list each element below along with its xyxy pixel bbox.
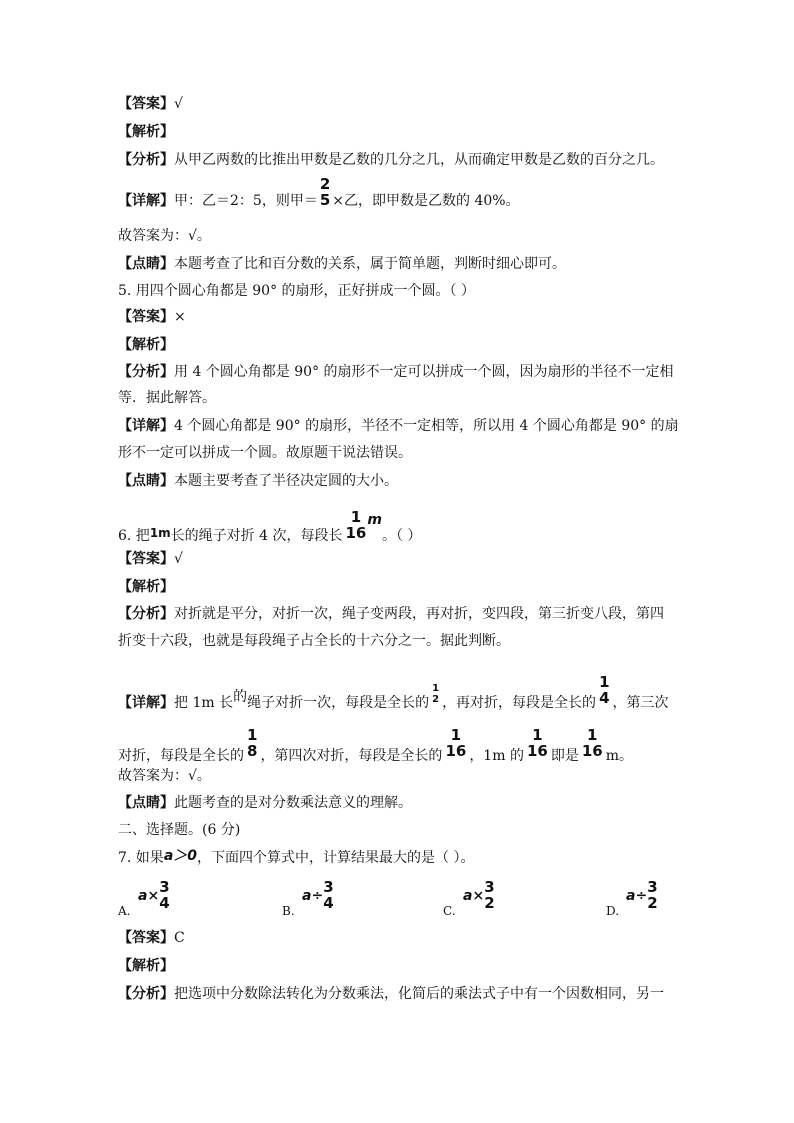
fraction <box>320 177 330 209</box>
operator: ÷ <box>635 887 648 904</box>
fraction-numerator: 3 <box>484 878 495 896</box>
q7-fenxi-line <box>118 984 664 1004</box>
fraction-numerator: 1 <box>532 726 543 744</box>
fraction <box>527 728 548 760</box>
fraction-numerator: 3 <box>647 878 658 896</box>
fraction <box>647 880 657 912</box>
detail-tag: 【详解】 <box>118 418 174 434</box>
fraction-denominator: 2 <box>647 893 658 912</box>
option-letter: B. <box>282 904 295 918</box>
fraction-denominator: 5 <box>319 190 331 209</box>
q6-stem <box>118 508 422 552</box>
stem-text: 6. 把 <box>118 527 150 544</box>
q5-analysis-tag <box>118 335 174 355</box>
q6-analysis-tag <box>118 577 174 597</box>
answer-tag: 【答案】 <box>118 551 174 567</box>
fenxi-text: 对折就是平分，对折一次，绳子变两段，再对折，变四段，第三折变八段，第四 <box>174 606 664 622</box>
q4-detail-line <box>118 175 520 217</box>
fraction-numerator: 1 <box>432 683 440 695</box>
detail-text: 绳子对折一次，每段是全长的 <box>247 694 430 711</box>
variable: a <box>302 887 312 904</box>
variable: a <box>626 887 636 904</box>
fenxi-tag: 【分析】 <box>118 152 174 168</box>
fraction-numerator: 3 <box>323 878 334 896</box>
fraction-numerator: 1 <box>450 726 462 744</box>
detail-tag: 【详解】 <box>118 192 174 209</box>
operator: × <box>147 887 160 904</box>
fraction-numerator: 1 <box>599 673 610 691</box>
q4-conclusion: 故答案为：√。 <box>118 228 211 244</box>
fraction-numerator: 2 <box>319 175 331 193</box>
option-expression <box>302 880 334 912</box>
stem-text: ，下面四个算式中，计算结果最大的是（ ）。 <box>197 850 475 866</box>
answer-tag: 【答案】 <box>118 930 174 946</box>
q5-fenxi-line-2: 等．据此解答。 <box>118 390 216 406</box>
q6-answer-line <box>118 549 183 569</box>
stem-text: 长的绳子对折 4 次，每段长 <box>170 527 343 544</box>
fraction-numerator: 1 <box>247 726 258 744</box>
analysis-tag: 【解析】 <box>118 958 174 974</box>
detail-text: 4 个圆心角都是 90° 的扇形，半径不一定相等，所以用 4 个圆心角都是 90° 的扇 <box>174 418 679 434</box>
dianjing-tag: 【点睛】 <box>118 256 174 272</box>
q6-fenxi-line-2: 折变十六段，也就是每段绳子占全长的十六分之一。据此判断。 <box>118 633 510 649</box>
detail-text: 把 1m 长 <box>174 694 234 711</box>
detail-text: 的 <box>233 688 248 705</box>
detail-text: ，第三次 <box>612 694 669 711</box>
detail-text: m。 <box>605 747 633 764</box>
detail-text: ，再对折，每段是全长的 <box>442 694 597 711</box>
q6-fenxi-line <box>118 604 664 624</box>
fenxi-text: 用 4 个圆心角都是 90° 的扇形不一定可以拼成一个圆，因为扇形的半径不一定相 <box>174 364 674 380</box>
detail-text: 即是 <box>550 747 579 764</box>
q4-fenxi-line <box>118 150 664 170</box>
analysis-tag: 【解析】 <box>118 579 174 595</box>
fenxi-text: 从甲乙两数的比推出甲数是乙数的几分之几，从而确定甲数是乙数的百分之几。 <box>174 152 664 168</box>
q7-answer-line <box>118 928 185 948</box>
fraction-denominator: 16 <box>445 741 467 760</box>
variable: a <box>463 887 473 904</box>
fraction-denominator: 2 <box>432 693 440 705</box>
fraction-numerator: 1 <box>587 726 598 744</box>
dianjing-text: 本题考查了比和百分数的关系，属于简单题，判断时细心即可。 <box>174 256 566 272</box>
section-title: 二、选择题。(6 分) <box>118 822 241 838</box>
q5-detail-line-2: 形不一定可以拼成一个圆。故原题干说法错误。 <box>118 445 412 461</box>
fraction <box>323 880 333 912</box>
answer-tag: 【答案】 <box>118 96 174 112</box>
q4-dianjing-line <box>118 254 566 274</box>
q4-analysis-tag <box>118 122 174 142</box>
fraction-denominator: 4 <box>159 893 170 912</box>
q5-dianjing-line <box>118 471 398 491</box>
detail-text: 对折，每段是全长的 <box>118 747 244 764</box>
condition: a＞0 <box>163 848 198 864</box>
q7-stem <box>118 848 474 868</box>
answer-value: √ <box>174 96 183 112</box>
q5-detail-line <box>118 416 679 436</box>
fraction <box>247 728 257 760</box>
fenxi-text: 把选项中分数除法转化为分数乘法，化简后的乘法式子中有一个因数相同，另一 <box>174 986 664 1002</box>
fraction-denominator: 4 <box>323 893 334 912</box>
analysis-tag: 【解析】 <box>118 124 174 140</box>
option-expression <box>463 880 495 912</box>
fraction <box>432 684 439 705</box>
fraction <box>484 880 494 912</box>
answer-tag: 【答案】 <box>118 309 174 325</box>
option-letter: D. <box>606 904 620 918</box>
answer-value: √ <box>174 551 183 567</box>
fraction <box>582 728 603 760</box>
answer-value: C <box>174 930 185 946</box>
detail-tag: 【详解】 <box>118 694 174 711</box>
dianjing-tag: 【点睛】 <box>118 473 174 489</box>
operator: ÷ <box>311 887 324 904</box>
q6-dianjing-line <box>118 793 412 813</box>
fraction <box>345 510 366 542</box>
dianjing-tag: 【点睛】 <box>118 795 174 811</box>
detail-text: ×乙，即甲数是乙数的 40%。 <box>332 192 520 209</box>
q5-stem: 5. 用四个圆心角都是 90° 的扇形，正好拼成一个圆。（ ） <box>118 283 475 299</box>
option-letter: C. <box>443 904 456 918</box>
dianjing-text: 此题考查的是对分数乘法意义的理解。 <box>174 795 412 811</box>
dianjing-text: 本题主要考查了半径决定圆的大小。 <box>174 473 398 489</box>
fraction <box>445 728 466 760</box>
option-expression <box>138 880 170 912</box>
fraction-denominator: 2 <box>484 893 495 912</box>
q5-answer-line <box>118 307 186 327</box>
fraction-denominator: 16 <box>526 741 548 760</box>
fraction <box>599 675 609 707</box>
q7-analysis-tag <box>118 956 174 976</box>
fenxi-tag: 【分析】 <box>118 986 174 1002</box>
detail-text: ，第四次对折，每段是全长的 <box>260 747 443 764</box>
fraction-denominator: 8 <box>247 741 258 760</box>
q6-conclusion: 故答案为：√。 <box>118 768 211 784</box>
q5-fenxi-line <box>118 362 674 382</box>
unit-m: m <box>367 511 382 528</box>
variable: a <box>138 887 148 904</box>
fenxi-tag: 【分析】 <box>118 364 174 380</box>
option-expression <box>626 880 658 912</box>
detail-text: 甲：乙＝2：5，则甲＝ <box>174 192 318 209</box>
fenxi-tag: 【分析】 <box>118 606 174 622</box>
fraction-denominator: 16 <box>581 741 603 760</box>
option-letter: A. <box>118 904 131 918</box>
fraction-denominator: 16 <box>345 523 367 542</box>
answer-value: × <box>174 309 186 325</box>
q4-answer-line <box>118 94 183 114</box>
fraction-numerator: 3 <box>159 878 170 896</box>
analysis-tag: 【解析】 <box>118 337 174 353</box>
fraction-numerator: 1 <box>350 508 362 526</box>
length-1m: 1m <box>149 525 171 540</box>
q6-detail-line <box>118 673 669 719</box>
detail-text: ，1m 的 <box>469 747 524 764</box>
operator: × <box>472 887 485 904</box>
stem-text: 7. 如果 <box>118 850 164 866</box>
fraction <box>159 880 169 912</box>
stem-text: 。（ ） <box>381 527 422 544</box>
fraction-denominator: 4 <box>599 688 610 707</box>
